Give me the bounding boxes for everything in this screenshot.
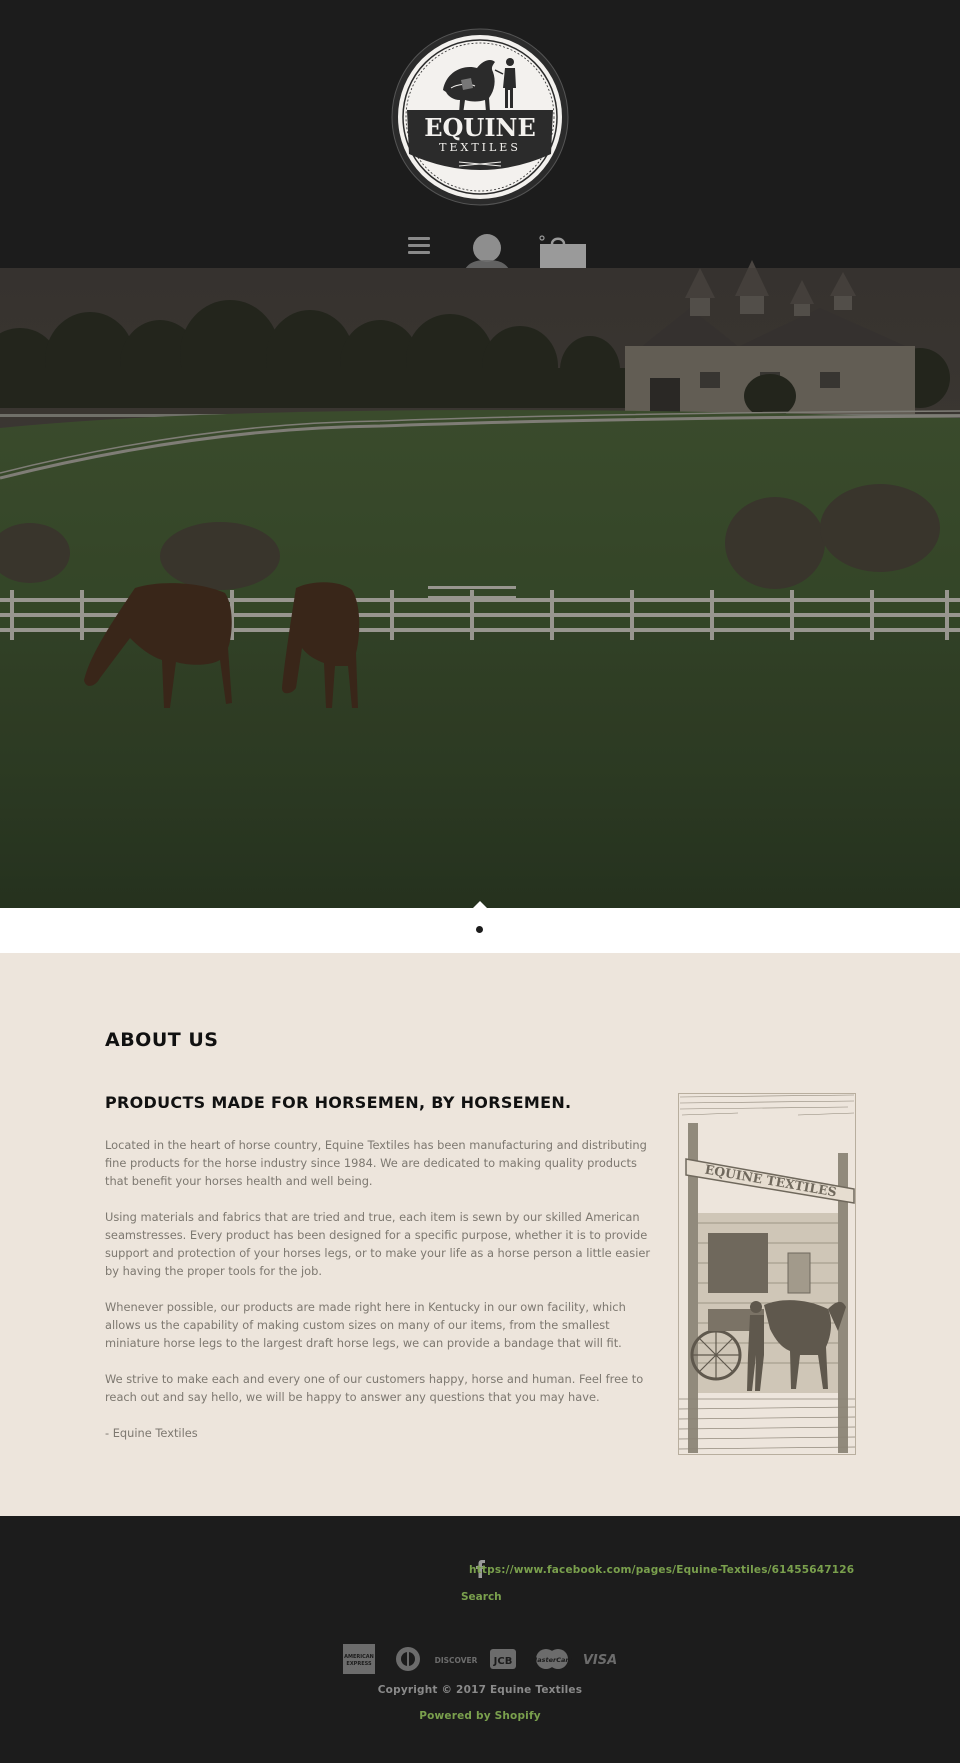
jcb-icon (489, 1644, 517, 1674)
logo-subtitle: TEXTILES (439, 141, 521, 154)
hamburger-menu-icon[interactable] (408, 237, 430, 255)
visa-icon (582, 1644, 618, 1674)
about-section (0, 953, 960, 1516)
about-paragraph: Using materials and fabrics that are tried and true, each item is sewn by our skilled American seamstresses. Every product has been designed for a specific purpose, whether it is to provide support and protection of your horses legs, or to make your life as a horse person a little easier by having the proper tools for the job. (105, 1210, 651, 1278)
site-header (0, 0, 960, 268)
site-footer (0, 1516, 960, 1763)
logo-title: EQUINE (424, 113, 536, 142)
discover-icon (436, 1644, 476, 1674)
about-paragraph: Whenever possible, our products are made right here in Kentucky in our own facility, which allows us the capability of making custom sizes on many of our items, from the smallest miniature horse legs to the largest draft horse legs, we can provide a bandage that will fit. (105, 1300, 626, 1350)
payment-methods (0, 1644, 960, 1678)
hero-image-horse-farm (0, 268, 960, 908)
diners-club-icon (395, 1644, 421, 1674)
header-nav (0, 228, 960, 268)
facebook-link[interactable]: https://www.facebook.com/pages/Equine-Textiles/61455647126 (469, 1564, 855, 1576)
svg-text:DISCOVER: DISCOVER (434, 1656, 478, 1665)
illustration-sign-text: EQUINE TEXTILES (703, 1161, 838, 1200)
search-link[interactable]: Search (461, 1591, 502, 1603)
svg-text:AMERICAN: AMERICAN (344, 1654, 374, 1660)
svg-text:VISA: VISA (582, 1653, 618, 1668)
about-subtitle: PRODUCTS MADE FOR HORSEMEN, BY HORSEMEN. (105, 1093, 572, 1112)
slider-pagination (0, 908, 960, 953)
hero-slideshow[interactable] (0, 268, 960, 908)
amex-icon (343, 1644, 375, 1674)
slider-dot-active[interactable] (476, 926, 483, 933)
svg-text:EXPRESS: EXPRESS (346, 1661, 372, 1667)
about-title: ABOUT US (105, 1029, 219, 1051)
svg-text:JCB: JCB (493, 1656, 513, 1667)
about-paragraph: Located in the heart of horse country, Equine Textiles has been manufacturing and distributing fine products for the horse industry since 1984. We are dedicated to making quality products that benefit your horses health and well being. (105, 1138, 647, 1188)
copyright: Copyright © 2017 Equine Textiles (377, 1684, 583, 1696)
about-signature: - Equine Textiles (105, 1426, 198, 1440)
storefront-illustration (678, 1093, 856, 1455)
about-paragraph: We strive to make each and every one of our customers happy, horse and human. Feel free to reach out and say hello, we will be happy to answer any questions that you may have. (105, 1372, 644, 1404)
mastercard-icon (530, 1644, 574, 1674)
equine-textiles-logo[interactable] (391, 28, 569, 206)
svg-text:MasterCard: MasterCard (530, 1656, 574, 1664)
about-body (105, 1136, 653, 1460)
powered-by-shopify-link[interactable]: Powered by Shopify (419, 1710, 541, 1722)
